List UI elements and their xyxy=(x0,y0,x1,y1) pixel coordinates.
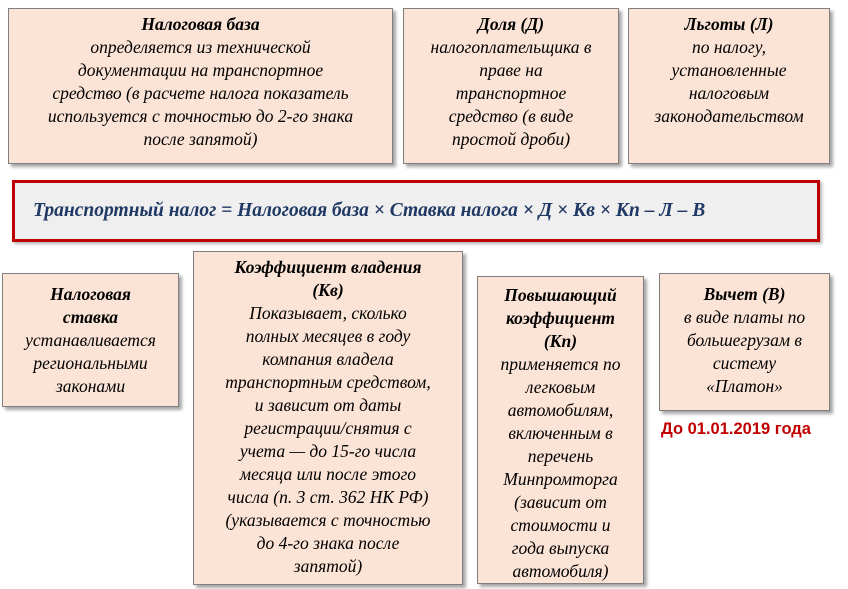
ownership-share-box xyxy=(403,8,619,164)
tax-benefits-description: по налогу, установленные налоговым законодательством xyxy=(654,37,804,126)
tax-rate-description: устанавливается региональными законами xyxy=(25,330,156,396)
tax-base-box xyxy=(8,8,393,164)
increasing-coefficient-box xyxy=(477,276,644,584)
ownership-share-title: Доля (Д) xyxy=(477,14,545,34)
tax-base-title: Налоговая база xyxy=(141,14,260,34)
deduction-box xyxy=(659,273,830,411)
ownership-coefficient-box xyxy=(193,251,463,585)
increasing-coefficient-description: применяется по легковым автомобилям, включенным в перечень Минпромторга (зависит от стоимости и года выпуска автомобиля) xyxy=(500,354,621,581)
deduction-title: Вычет (В) xyxy=(703,284,786,304)
increasing-coefficient-title: Повышающий коэффициент (Кп) xyxy=(504,285,617,351)
tax-rate-box xyxy=(2,273,179,407)
tax-benefits-title: Льготы (Л) xyxy=(684,14,774,34)
ownership-share-description: налогоплательщика в праве на транспортное средство (в виде простой дроби) xyxy=(430,37,592,149)
deduction-validity-note: До 01.01.2019 года xyxy=(661,420,811,438)
tax-base-description: определяется из технической документации на транспортное средство (в расчете налога показатель используется с точностью до 2-го знака после запятой) xyxy=(47,37,354,149)
ownership-coefficient-description: Показывает, сколько полных месяцев в году компания владела транспортным средством, и зависит от даты регистрации/снятия с учета — до 15-го числа месяца или после этого числа (п. 3 ст. 362 НК РФ) (указывается с точностью до 4-го знака после запятой) xyxy=(225,303,431,576)
transport-tax-formula: Транспортный налог = Налоговая база × Ставка налога × Д × Кв × Кп – Л – В xyxy=(12,180,820,242)
ownership-coefficient-title: Коэффициент владения (Кв) xyxy=(234,257,422,300)
deduction-description: в виде платы по большегрузам в систему «Платон» xyxy=(683,307,806,396)
tax-rate-title: Налоговая ставка xyxy=(50,284,131,327)
tax-benefits-box xyxy=(628,8,830,164)
